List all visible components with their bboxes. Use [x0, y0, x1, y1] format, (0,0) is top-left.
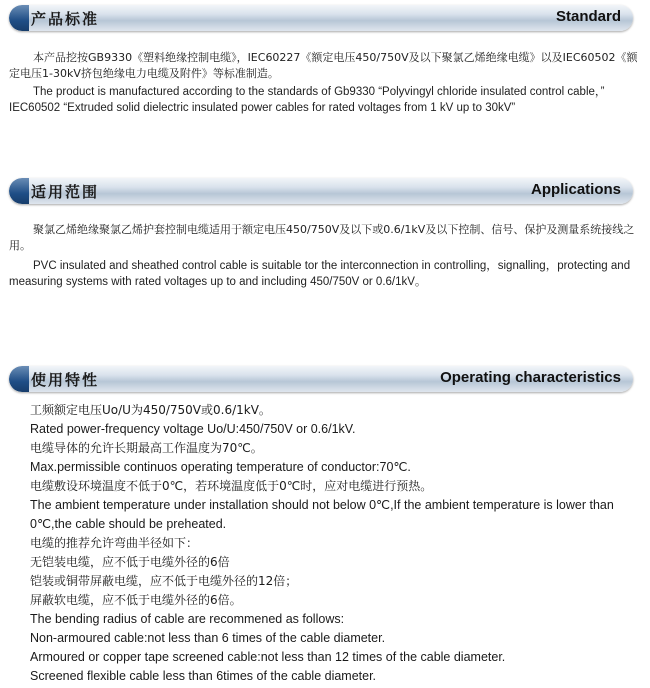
applications-paragraph-zh: 聚氯乙烯绝缘聚氯乙烯护套控制电缆适用于额定电压450/750V及以下或0.6/1kV及以下控制、信号、保护及测量系统接线之用。	[9, 223, 635, 252]
operating-line: Non-armoured cable:not less than 6 times of the cable diameter.	[30, 631, 386, 645]
operating-line: 屏蔽软电缆，应不低于电缆外径的6倍。	[30, 593, 242, 607]
header-cap-decoration	[9, 366, 29, 392]
section-title-en: Applications	[530, 181, 621, 198]
section-header-applications	[9, 178, 633, 204]
operating-line: 工频额定电压Uo/U为450/750V或0.6/1kV。	[30, 403, 271, 417]
operating-line: Rated power-frequency voltage Uo/U:450/750V or 0.6/1kV.	[30, 422, 356, 436]
section-title-en: Standard	[555, 8, 621, 25]
operating-line: Screened flexible cable less than 6times of the cable diameter.	[30, 669, 377, 683]
operating-line: 电缆的推荐允许弯曲半径如下：	[30, 536, 199, 550]
header-cap-decoration	[9, 178, 29, 204]
standard-paragraph-en: The product is manufactured according to the standards of Gb9330 “Polyvingyl chloride insulated control cable，” IEC60502 “Extruded solid dielectric insulated power cables for rated voltages from 1 kV up to 30kV”	[9, 86, 605, 114]
operating-line: 无铠装电缆，应不低于电缆外径的6倍	[30, 555, 230, 569]
operating-line: 铠装或铜带屏蔽电缆，应不低于电缆外径的12倍；	[30, 574, 298, 588]
section-title-zh: 产品标准	[31, 10, 100, 28]
section-title-zh: 使用特性	[31, 371, 100, 389]
section-header-standard	[9, 5, 633, 31]
operating-line: 电缆敷设环境温度不低于0℃，若环境温度低于0℃时，应对电缆进行预热。	[30, 479, 433, 493]
operating-line: The bending radius of cable are recommened as follows:	[30, 612, 345, 626]
section-title-en: Operating characteristics	[440, 369, 621, 386]
section-header-operating	[9, 366, 633, 392]
operating-line: Armoured or copper tape screened cable:not less than 12 times of the cable diameter.	[30, 650, 506, 664]
operating-line: 电缆导体的允许长期最高工作温度为70℃。	[30, 441, 263, 455]
section-title-zh: 适用范围	[31, 183, 100, 201]
operating-line: The ambient temperature under installation should not below 0℃,If the ambient temperature is lower than 0℃,the cable should be preheated.	[30, 498, 614, 531]
applications-paragraph-en: PVC insulated and sheathed control cable is suitable tor the interconnection in controlling，signalling，protecting and measuring systems with rated voltages up to and including 450/750V or 0.6/1kV。	[9, 260, 631, 288]
header-cap-decoration	[9, 5, 29, 31]
standard-paragraph-zh: 本产品挖按GB9330《塑料绝缘控制电缆》，IEC60227《额定电压450/750V及以下聚氯乙烯绝缘电缆》以及IEC60502《额定电压1-30kV挤包绝缘电力电缆及附件》等标准制造。	[9, 51, 638, 80]
operating-line: Max.permissible continuos operating temperature of conductor:70℃.	[30, 460, 411, 474]
operating-characteristics-list	[30, 401, 642, 686]
